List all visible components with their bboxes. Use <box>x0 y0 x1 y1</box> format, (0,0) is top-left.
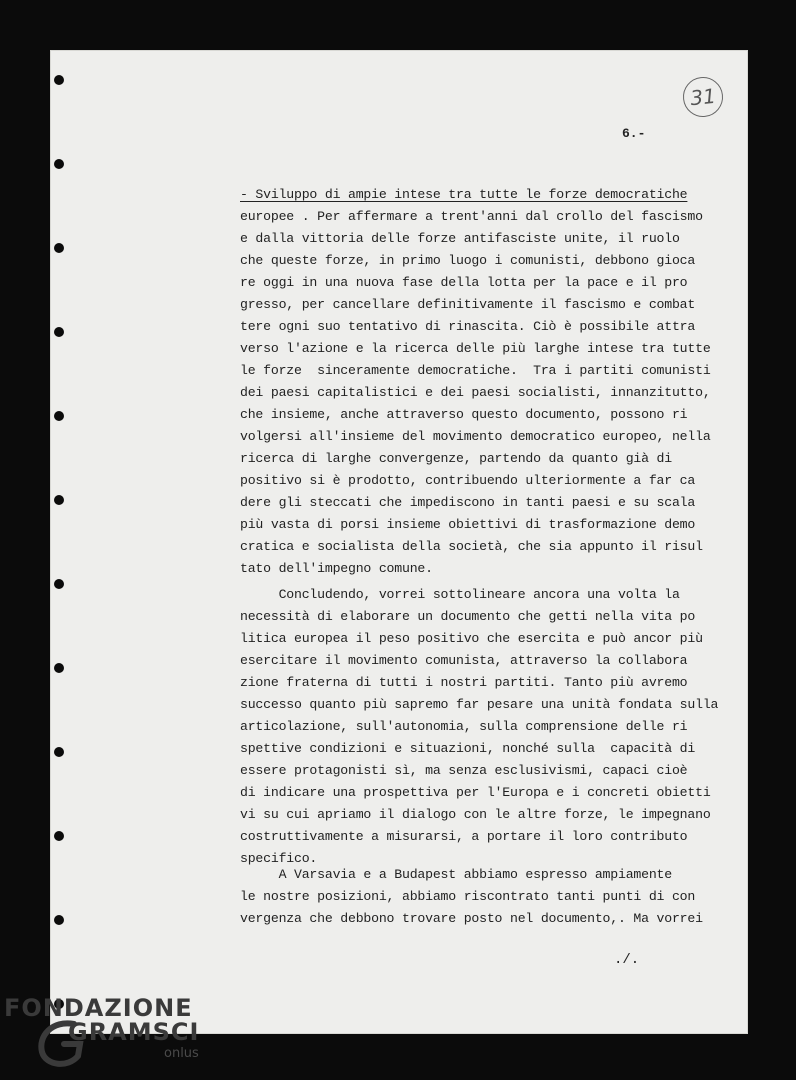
text-line: volgersi all'insieme del movimento democratico europeo, nella <box>240 429 711 444</box>
text-line: che queste forze, in primo luogo i comunisti, debbono gioca <box>240 253 696 268</box>
text-line: litica europea il peso positivo che esercita e può ancor più <box>240 631 703 646</box>
text-line: europee . Per affermare a trent'anni dal crollo del fascismo <box>240 209 703 224</box>
text-line: e dalla vittoria delle forze antifasciste unite, il ruolo <box>240 231 680 246</box>
text-line: costruttivamente a misurarsi, a portare il loro contributo <box>240 829 688 844</box>
binder-hole <box>54 831 64 841</box>
text-line: di indicare una prospettiva per l'Europa e i concreti obietti <box>240 785 711 800</box>
text-line: le nostre posizioni, abbiamo riscontrato tanti punti di con <box>240 889 696 904</box>
text-line: necessità di elaborare un documento che getti nella vita po <box>240 609 696 624</box>
watermark-line2: GRAMSCI <box>68 1018 200 1046</box>
text-line: esercitare il movimento comunista, attraverso la collabora <box>240 653 688 668</box>
text-line: gresso, per cancellare definitivamente il fascismo e combat <box>240 297 696 312</box>
binder-hole <box>54 75 64 85</box>
text-line: specifico. <box>240 851 318 866</box>
binder-hole <box>54 327 64 337</box>
text-line: ricerca di larghe convergenze, partendo da quanto già di <box>240 451 672 466</box>
text-line: articolazione, sull'autonomia, sulla comprensione delle ri <box>240 719 688 734</box>
binder-hole <box>54 243 64 253</box>
text-line: vergenza che debbono trovare posto nel documento,. Ma vorrei <box>240 911 703 926</box>
text-line: essere protagonisti sì, ma senza esclusivismi, capaci cioè <box>240 763 688 778</box>
text-line: re oggi in una nuova fase della lotta per la pace e il pro <box>240 275 688 290</box>
text-line: verso l'azione e la ricerca delle più larghe intese tra tutte <box>240 341 711 356</box>
text-line: spettive condizioni e situazioni, nonché sulla capacità di <box>240 741 696 756</box>
binder-hole <box>54 159 64 169</box>
watermark-onlus: onlus <box>164 1046 199 1061</box>
text-line: dere gli steccati che impediscono in tanti paesi e su scala <box>240 495 696 510</box>
text-line: più vasta di porsi insieme obiettivi di trasformazione demo <box>240 517 696 532</box>
text-line: - Sviluppo di ampie intese tra tutte le forze democratiche <box>240 187 688 202</box>
text-line: tato dell'impegno comune. <box>240 561 433 576</box>
text-line: Concludendo, vorrei sottolineare ancora una volta la <box>240 587 680 602</box>
binder-hole <box>54 663 64 673</box>
binder-hole <box>54 495 64 505</box>
text-line: tere ogni suo tentativo di rinascita. Ciò è possibile attra <box>240 319 696 334</box>
text-line: che insieme, anche attraverso questo documento, possono ri <box>240 407 688 422</box>
fondazione-gramsci-watermark <box>4 994 204 1074</box>
text-line: vi su cui apriamo il dialogo con le altre forze, le impegnano <box>240 807 711 822</box>
continued-mark: ./. <box>614 952 640 968</box>
text-line: cratica e socialista della società, che sia appunto il risul <box>240 539 703 554</box>
binder-hole <box>54 915 64 925</box>
text-line: le forze sinceramente democratiche. Tra i partiti comunisti <box>240 363 711 378</box>
page-number: 6.- <box>622 126 646 141</box>
text-line: A Varsavia e a Budapest abbiamo espresso ampiamente <box>240 867 672 882</box>
binder-hole <box>54 747 64 757</box>
text-line: positivo si è prodotto, contribuendo ulteriormente a far ca <box>240 473 696 488</box>
archive-number-stamp: 31 <box>681 75 725 119</box>
text-line: zione fraterna di tutti i nostri partiti. Tanto più avremo <box>240 675 688 690</box>
watermark-line1: FONDAZIONE <box>4 994 193 1022</box>
binder-hole <box>54 411 64 421</box>
text-line: successo quanto più sapremo far pesare una unità fondata sulla <box>240 697 719 712</box>
text-line: dei paesi capitalistici e dei paesi socialisti, innanzitutto, <box>240 385 711 400</box>
binder-hole <box>54 579 64 589</box>
